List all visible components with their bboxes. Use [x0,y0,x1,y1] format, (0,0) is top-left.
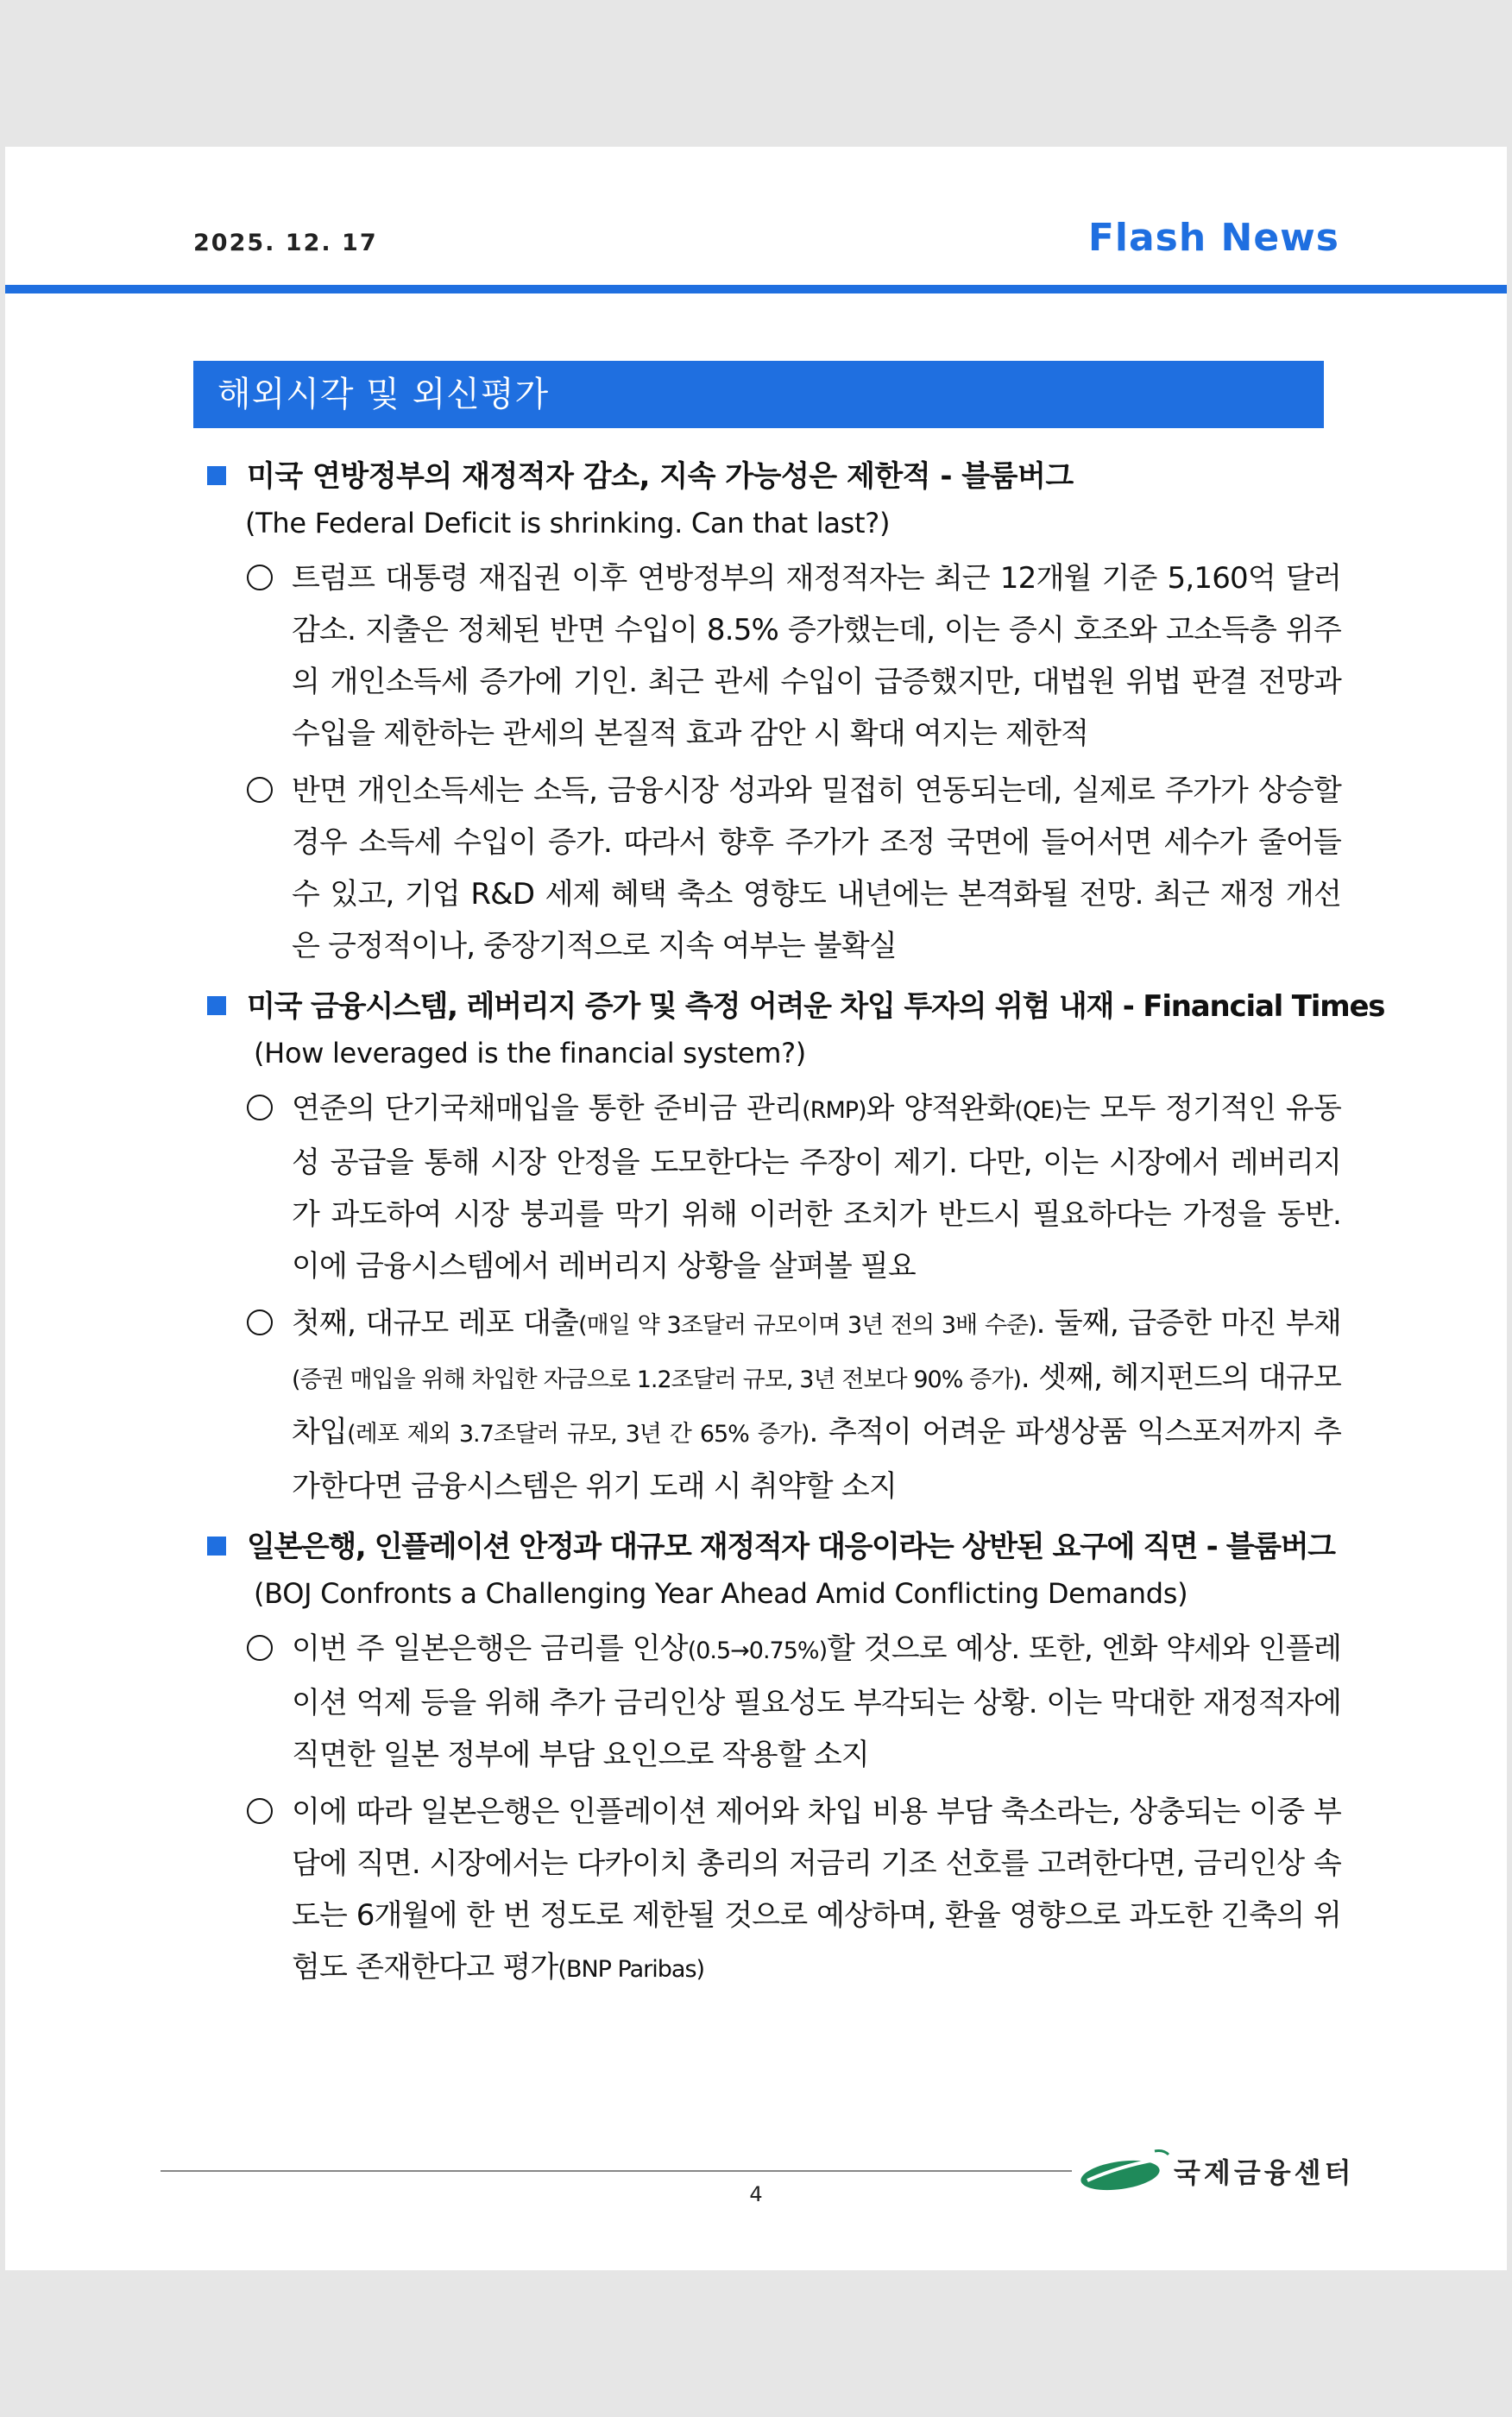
flash-news-brand: Flash News [1087,216,1339,260]
article [202,1524,1341,1996]
bullet-text: 첫째, 대규모 레포 대출 [292,1306,579,1341]
circle-bullet-icon [247,1095,273,1120]
bullet-text: . 추적이 어려운 파생상품 익스포저까지 추가한다면 금융시스템은 위기 도래 시 취약할 소지 [292,1415,1342,1504]
square-bullet-icon [207,996,226,1015]
header-rule [5,285,1507,293]
headline-text: 일본은행, 인플레이션 안정과 대규모 재정적자 대응이라는 상반된 요구에 직면 - 블룸버그 [247,1530,1335,1564]
bullet-note: (레포 제외 3.7조달러 규모, 3년 간 65% 증가) [347,1421,810,1448]
bullet-paragraph [202,765,1341,972]
square-bullet-icon [207,466,226,485]
bullet-text: 이에 따라 일본은행은 인플레이션 제어와 차입 비용 부담 축소라는, 상충되는 이중 부담에 직면. 시장에서는 다카이치 총리의 저금리 기조 선호를 고려한다면, 금리인상 속도는 6개월에 한 번 정도로 제한될 것으로 예상하며, 환율 영향으로 과도한 긴축의 위험도 존재한다고 평가 [292,1795,1341,1985]
bullet-text: 이번 주 일본은행은 금리를 인상 [292,1631,688,1666]
article-headline [202,454,1341,499]
bullet-note: (RMP) [802,1097,866,1124]
bullet-paragraph [202,552,1341,760]
page-number: 4 [749,2182,763,2206]
bullet-note: (매일 약 3조달러 규모이며 3년 전의 3배 수준) [578,1312,1036,1339]
bullet-text: 연준의 단기국채매입을 통한 준비금 관리 [292,1091,803,1126]
organization-name: 국제금융센터 [1174,2156,1355,2189]
circle-bullet-icon [247,565,273,590]
headline-text: 미국 금융시스템, 레버리지 증가 및 측정 어려운 차입 투자의 위험 내재 - Financial Times [247,989,1385,1024]
article-headline [202,1524,1341,1569]
circle-bullet-icon [247,777,273,803]
article-source: (How leveraged is the financial system?) [254,1037,806,1070]
circle-bullet-icon [247,1309,273,1335]
bullet-text: 반면 개인소득세는 소득, 금융시장 성과와 밀접히 연동되는데, 실제로 주가가 상승할 경우 소득세 수입이 증가. 따라서 향후 주가가 조정 국면에 들어서면 세수가 줄어들 수 있고, 기업 R&D 세제 혜택 축소 영향도 내년에는 본격화될 전망. 최근 재정 개선은 긍정적이나, 중장기적으로 지속 여부는 불확실 [292,773,1341,963]
circle-bullet-icon [247,1798,273,1824]
article [202,984,1385,1512]
bullet-text: 와 양적완화 [866,1091,1015,1126]
bullet-note: (0.5→0.75%) [687,1638,828,1664]
article-source: (The Federal Deficit is shrinking. Can that last?) [245,507,891,540]
bullet-text: . 셋째, 헤지펀드의 대규모 차입 [292,1360,1341,1449]
bullet-text: . 둘째, 급증한 마진 부채 [1036,1306,1341,1341]
bullet-text: 는 모두 정기적인 유동성 공급을 통해 시장 안정을 도모한다는 주장이 제기. 다만, 이는 시장에서 레버리지가 과도하여 시장 붕괴를 막기 위해 이러한 조치가 반드시 필요하다는 가정을 동반. 이에 금융시스템에서 레버리지 상황을 살펴볼 필요 [292,1091,1342,1284]
bullet-note: (QE) [1014,1097,1062,1124]
article-headline [202,984,1385,1029]
square-bullet-icon [207,1537,226,1556]
article-source: (BOJ Confronts a Challenging Year Ahead Amid Conflicting Demands) [254,1577,1188,1610]
footer-rule [161,2170,1072,2172]
bullet-paragraph [202,1297,1341,1512]
bullet-text: 트럼프 대통령 재집권 이후 연방정부의 재정적자는 최근 12개월 기준 5,160억 달러 감소. 지출은 정체된 반면 수입이 8.5% 증가했는데, 이는 증시 호조와 고소득층 위주의 개인소득세 증가에 기인. 최근 관세 수입이 급증했지만, 대법원 위법 판결 전망과 수입을 제한하는 관세의 본질적 효과 감안 시 확대 여지는 제한적 [292,561,1341,751]
report-date: 2025. 12. 17 [193,230,378,256]
article-list [202,454,1385,2008]
article [202,454,1341,972]
circle-bullet-icon [247,1635,273,1661]
bullet-paragraph [202,1623,1341,1781]
headline-text: 미국 연방정부의 재정적자 감소, 지속 가능성은 제한적 - 블룸버그 [247,459,1074,494]
bullet-note: (증권 매입을 위해 차입한 자금으로 1.2조달러 규모, 3년 전보다 90% 증가) [292,1366,1021,1393]
bullet-paragraph [202,1082,1341,1292]
bullet-text: 할 것으로 예상. 또한, 엔화 약세와 인플레이션 억제 등을 위해 추가 금리인상 필요성도 부각되는 상황. 이는 막대한 재정적자에 직면한 일본 정부에 부담 요인으로 작용할 소지 [292,1631,1342,1772]
document-page [5,147,1507,2270]
bullet-paragraph [202,1786,1341,1996]
section-title: 해외시각 및 외신평가 [193,361,1324,428]
bullet-note: (BNP Paribas) [558,1956,705,1983]
